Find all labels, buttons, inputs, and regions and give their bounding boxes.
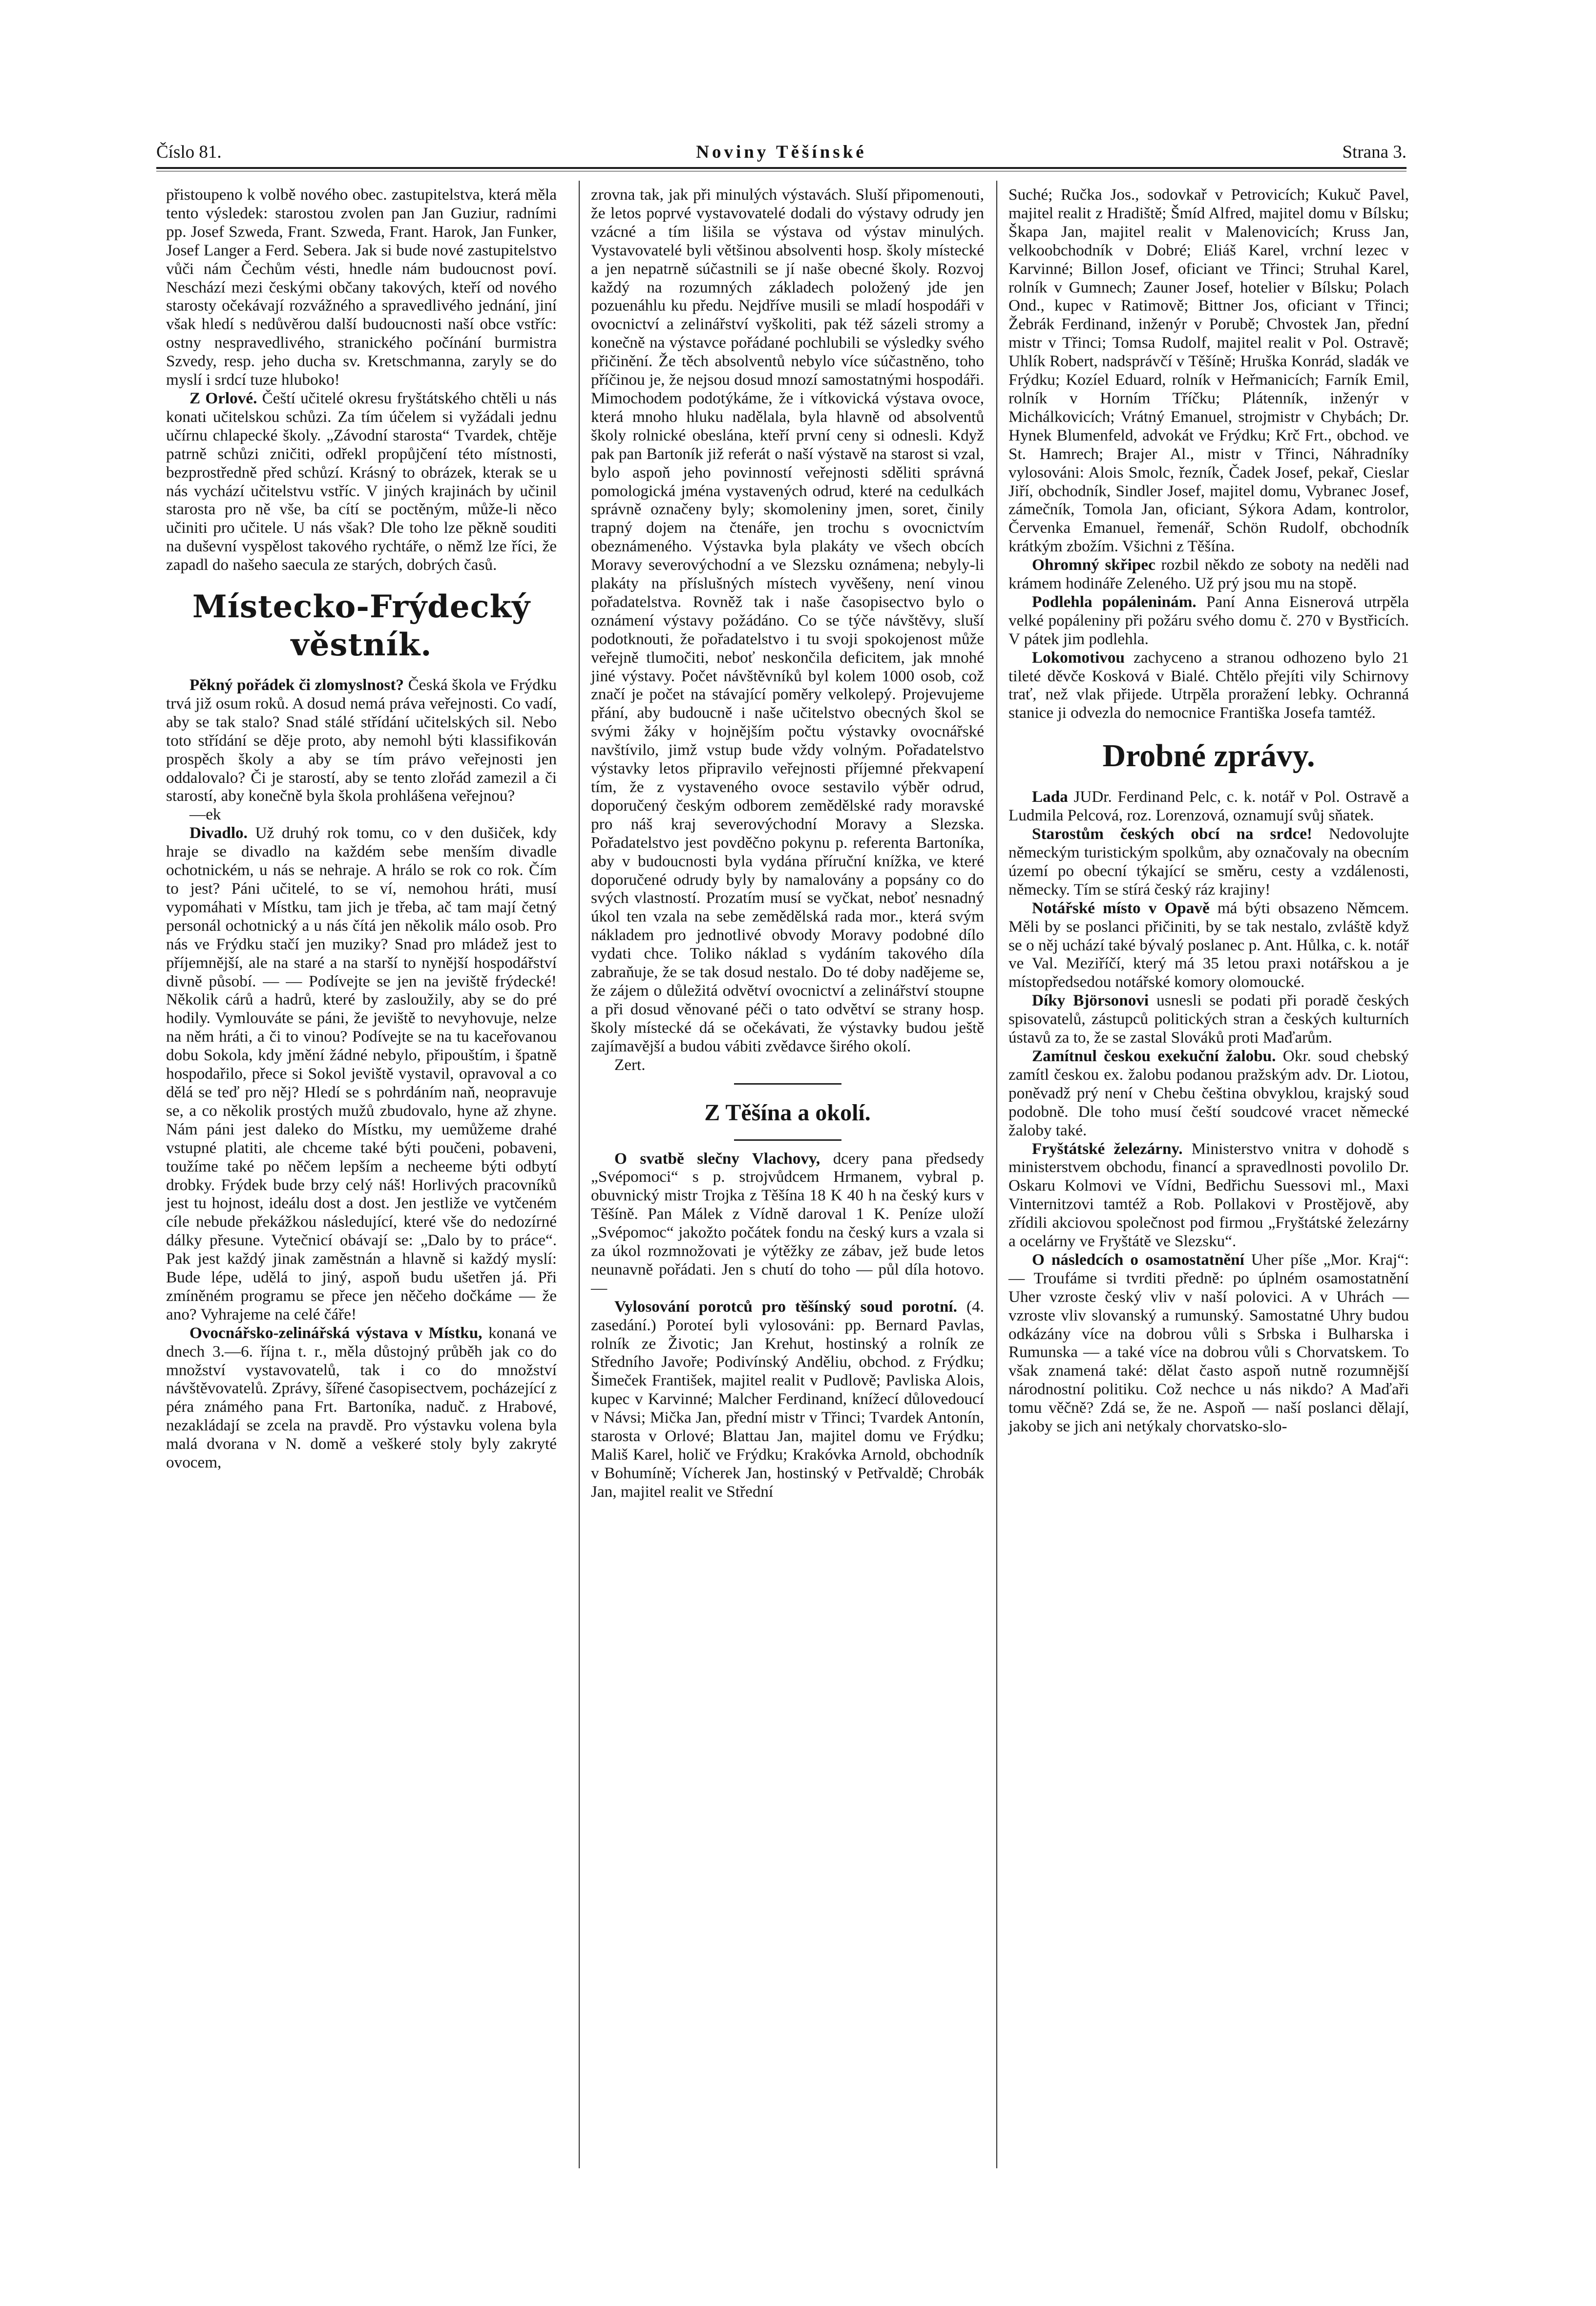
author-signature: Zert. <box>614 1055 646 1074</box>
article-paragraph <box>1008 649 1409 723</box>
author-signature: —ek <box>189 805 221 824</box>
article-paragraph: Suché; Ručka Jos., sodovkař v Petrovicích; Kukuč Pavel, majitel realit z Hradiště; Šmíd Alfred, majitel domu v Bílsku; Škapa Jan, majitel realit v Malenovicích; Kruss Jan, velkoobchodník v Dobré; Eliáš Karel, vrchní lezec v Karvinné; Billon Josef, oficiant ve Třinci; Struhal Karel, rolník v Gumnech; Zauner Josef, hotelier v Bílsku; Polach Ond., kupec v Ratimově; Bittner Jos, oficiant v Třinci; Žebrák Ferdinand, inženýr v Porubě; Chvostek Jan, přední mistr v Třinci; Tomsa Rudolf, majitel realit v Pol. Ostravě; Uhlík Robert, nadsprávčí v Těšíně; Hruška Konrád, sladák ve Frýdku; Kozíel Eduard, rolník v Heřmanicích; Farník Emil, rolník v Horním Tříčku; Plátenník, inženýr v Michálkovicích; Vrátný Emanuel, strojmistr v Chybách; Dr. Hynek Blumenfeld, advokát ve Frýdku; Krč Frt., obchod. ve St. Hamrech; Brajer Al., mistr v Třinci, Náhradníky vylosováni: Alois Smolc, řezník, Čadek Josef, pekař, Cieslar Jiří, obchodník, Sindler Josef, majitel domu, Vybranec Josef, zámečník, Tomola Jan, oficiant, Sýkora Adam, kontrolor, Červenka Emanuel, řemenář, Schön Rudolf, obchodník krátkým zbožím. Všichni z Těšína. <box>1008 186 1409 556</box>
section-title: Místecko-Frýdecký věstník. <box>192 588 531 664</box>
page-number: Strana 3. <box>1342 142 1407 162</box>
column-1 <box>166 186 557 1472</box>
article-text: rozbil někdo ze soboty na neděli nad krámem hodináře Zeleného. Už prý jsou mu na stopě. <box>1008 556 1409 593</box>
article-text: (4. zasedání.) Poroteí byli vylosováni: pp. Bernard Pavlas, rolník ze Životic; Jan Krehut, hostinský a rolník ze Středního Javoře; Podivínský Anděliu, obchod. z Frýdku; Šimeček František, majitel realit v Pudlově; Pavliska Alois, kupec v Karvinné; Malcher Ferdinand, knížecí důlovedoucí v Návsi; Mička Jan, přední mistr v Třinci; Tvardek Antonín, starosta v Orlové; Blattau Jan, majitel domu ve Frýdku; Mališ Karel, holič ve Frýdku; Krakóvka Arnold, obchodník v Bohumíně; Vícherek Jan, hostinský v Petřvaldě; Chrobák Jan, majitel realit ve Střední <box>591 1297 984 1501</box>
article-lead: O následcích o osamostatnění <box>1032 1250 1244 1269</box>
article-text: má býti obsazeno Němcem. Měli by se poslanci přičiniti, by se tak nestalo, zvláště když se o něj uchází také bývalý poslanec p. Ant. Hůlka, c. k. notář ve Val. Meziříčí, který má 35 letou praxi notářskou a je místopředsedou notářské komory olomoucké. <box>1008 899 1409 991</box>
article-paragraph <box>1008 1140 1409 1251</box>
article-lead: Z Orlové. <box>189 389 257 407</box>
article-paragraph <box>1008 991 1409 1047</box>
article-lead: Notářské místo v Opavě <box>1032 899 1210 917</box>
article-paragraph: zrovna tak, jak při minulých výstavách. Sluší připomenouti, že letos poprvé vystavovatelé dodali do výstavy odrudy jen vzácné a tím lišila se výstava od výstav minulých. Vystavovatelé byli většinou absolventi hosp. školy místecké a jen nepatrně súčastnili se jí naše obecné školy. Rozvoj každý na rozumných základech položený jde jen pozuenáhlu ku předu. Nejdříve musili se mladí hospodáři v ovocnictví a zelinářství vyškoliti, pak též sázeli stromy a konečně na výstavce pořádané pochlubili se výsledky svého přičinění. Že těch absolventů nebylo více súčastněno, toho příčinou je, že nejsou dosud mnozí samostatnými hospodáři. Mimochodem podotýkáme, že i vítkovická výstava ovoce, která mnoho hluku nadělala, byla hlavně od absolventů školy rolnické obeslána, kteří první ceny si odnesli. Když pak pan Bartoník již referát o naší výstavě na starost si vzal, bylo aspoň jeho povinností veřejnosti sděliti správná pomologická jména vystavených odrud, které na cedulkách správně označeny byly; skomoleniny jmen, soret, činily trapný dojem na čtenáře, jen trochu s ovocnictvím obeznámeného. Výstavka byla plakáty ve všech obcích Moravy severovýchodní a ve Slezsku oznámena; nebyly-li plakáty na příslušných místech vyvěšeny, není vinou pořadatelstva. Rovněž tak i naše časopisectvo bylo o oznámení výstavy požádáno. Co se týče návštěvy, sluší podotknouti, že pořadatelstvo i tu svoji spokojenost může veřejně tlumočiti, neboť neskončila deficitem, jak mnohé jiné výstavy. Počet návštěvníků byl kolem 1000 osob, což značí je počet na stávající poměry velkolepý. Projevujeme přání, aby budoucně i naše učitelstvo obecných škol se svými žáky v hojnějším počtu výstavky ovocnářské navštívilo, jimž vstup bude vždy volným. Pořadatelstvo výstavky letos připravilo veřejnosti příjemné překvapení tím, že z vystaveného ovoce sestavilo výběr odrud, doporučený českým odborem zemědělské rady moravské pro náš kraj severovýchodní Moravy a Slezska. Pořadatelstvo jest povděčno pokynu p. referenta Bartoníka, aby v budoucnosti byla vydána příruční knížka, ve které doporučené odrudy byly by namalovány a popsány co do svých vlastností. Prozatím musí se vyčkat, neboť nesnadný úkol ten vzala na sebe zemědělská rada mor., která svým nákladem pro jednotlivé obvody Moravy podobné dílo vydati chce. Toliko náklad s vydáním takového díla zabraňuje, že se tak dosud nestalo. Do té doby nadějeme se, že zájem o důležitá odvětví ovocnictví a zelinářství stoupne a při dosud věnované péči o tato odvětví se strany hosp. školy místecké dá se očekávati, že výstavky budou ještě zajímavější a budou vábiti zvědavce širého okolí. <box>591 186 984 1055</box>
article-text: JUDr. Ferdinand Pelc, c. k. notář v Pol. Ostravě a Ludmila Pelcová, roz. Lorenzová, oznamují svůj sňatek. <box>1008 788 1409 825</box>
article-lead: Pěkný pořádek či zlomyslnost? <box>189 676 404 694</box>
article-lead: Ohromný skřipec <box>1032 556 1155 574</box>
issue-number: Číslo 81. <box>156 142 222 162</box>
article-paragraph <box>1008 1047 1409 1140</box>
article-lead: Starostům českých obcí na srdce! <box>1032 825 1312 843</box>
article-paragraph <box>591 1298 984 1501</box>
article-paragraph <box>1008 1251 1409 1436</box>
column-divider <box>996 181 997 2168</box>
column-2 <box>591 186 984 1501</box>
column-3 <box>1008 186 1409 1436</box>
article-lead: O svatbě slečny Vlachovy, <box>614 1149 820 1168</box>
article-text: usnesli se podati při poradě českých spisovatelů, zástupců politických stran a českých kulturních ústavů za to, že se zastal Slováků proti Maďarům. <box>1008 991 1409 1047</box>
article-text: Česká škola ve Frýdku trvá již osum roků. A dosud nemá práva veřejnosti. Co vadí, aby se tak stalo? Snad stálé střídání učitelských sil. Nebo toto střídání se děje proto, aby nemohl býti klassifikován prospěch školy a aby se tím právo veřejnosti jen oddalovalo? Či je starostí, aby se tento zlořád zamezil a či starostí, aby konečně byla škola prohlášena veřejnou? <box>166 676 557 805</box>
section-title: Z Těšína a okolí. <box>704 1099 871 1126</box>
article-paragraph <box>1008 593 1409 649</box>
article-lead: Divadlo. <box>189 824 248 842</box>
article-lead: Lada <box>1032 788 1068 806</box>
article-lead: Vylosování porotců pro těšínský soud porotní. <box>614 1297 957 1316</box>
article-paragraph <box>1008 788 1409 825</box>
newspaper-title: Noviny Těšínské <box>696 142 867 162</box>
article-text: Paní Anna Eisnerová utrpěla velké popáleniny při požáru svého domu č. 270 v Bystřicích. V pátek jim podlehla. <box>1008 592 1409 648</box>
article-paragraph <box>166 389 557 574</box>
article-paragraph: přistoupeno k volbě nového obec. zastupitelstva, která měla tento výsledek: starostou zvolen pan Jan Guziur, radními pp. Josef Szweda, Frant. Szweda, Frant. Harok, Jan Funker, Josef Langer a Ferd. Sebera. Jak si bude nové zastupitelstvo vůči nám Čechům vésti, hnedle nám budoucnost poví. Neschází mezi českými občany takových, kteří od nového starosty očekávají rozvážného a spravedlivého jednání, jiní však hledí s nedůvěrou další budoucnosti naší obce vstříc: ostny nespravedlivého, stranického počínání burmistra Szvedy, resp. jeho ducha sv. Kretschmanna, zaryly se do myslí i srdcí tuze hluboko! <box>166 186 557 389</box>
article-text: Čeští učitelé okresu fryštátského chtěli u nás konati učitelskou schůzi. Za tím účelem si vyžádali jednu učírnu chlapecké školy. „Závodní starosta“ Tvardek, chtěje patrně schůzi zničiti, odřekl propůjčení této místnosti, bezprostředně před schůzí. Krásný to obrázek, kterak se u nás vychází učitelstvu vstříc. V jiných krajinách by učinil starosta pro ně vše, ba cítí se poctěným, může-li něco učiniti pro učitele. U nás však? Dle toho lze pěkně souditi na duševní vyspělost takového rychtáře, o němž lze říci, že zapadl do našeho saecula ze starých, dobrých časů. <box>166 389 557 574</box>
article-text: Nedovolujte německým turistickým spolkům, aby označovaly na obecním území po obecní týkající se směru, cesty a vzdálenosti, německy. Tím se stírá český ráz krajiny! <box>1008 825 1409 899</box>
article-text: Už druhý rok tomu, co v den dušiček, kdy hraje se divadlo na každém sebe menším divadle ochotnickém, u nás se nehraje. A hrálo se rok co rok. Čím to jest? Páni učitelé, to se ví, nemohou hráti, musí vypomáhati v Místku, tam jich je třeba, ač tam mají četný personál ochotnický a u nás čítá jen několik málo osob. Pro nás ve Frýdku stačí jen muziky? Snad pro mládež jest to příjemnější, ale na staré a na starší to nynější hospodářství divně působí. — — Podívejte se jen na jeviště frýdecké! Několik cárů a hadrů, které by zasloužily, aby se do pré hodily. Vymlouváte se páni, že jeviště to nevyhovuje, nelze na něm hráti, a či to vinou? Podívejte se na tu kaceřovanou dobu Sokola, kdy jmění žádné nebylo, připouštím, i špatně hospodařilo, přece si Sokol jeviště vystavil, opravoval a co dělá se teď pro něj? Hledí se s pohrdáním naň, neopravuje se, a co několik prostých mužů zbudovalo, hyne až zhyne. Nám páni jest daleko do Místku, my uemůžeme drahé vstupné platiti, ale chceme také býti poučeni, pobaveni, toužíme také po něčem lepším a necheeme býti odbytí drobky. Frýdek bude brzy celý náš! Horlivých pracovníků jest tu hojnost, ideálu dost a dost. Jen jestliže ve vytčeném cíle nebude překážkou následující, které vše do nedozírné dálky přesune. Vytečnicí obávají se: „Dalo by to práce“. Pak jest každý jinak zaměstnán a hlavně si každý myslí: Bude lépe, udělá to jiný, aspoň budu ušetřen já. Při zmíněném programu se přece jen něčeho dočkáme — že ano? Vyhrajeme na celé čáře! <box>166 824 557 1323</box>
article-lead: Zamítnul českou exekuční žalobu. <box>1032 1047 1276 1065</box>
article-text: Ministerstvo vnitra v dohodě s ministerstvem obchodu, financí a spravedlnosti povolilo Dr. Oskaru Kolmovi ve Vídni, Bedřichu Suessovi ml., Maxi Vinternitzovi tamtéž a Rob. Pollakovi v Prostějově, aby zřídili akciovou společnost pod firmou „Fryštátské železárny a ocelárny ve Fryštátě ve Slezsku“. <box>1008 1139 1409 1251</box>
article-lead: Díky Björsonovi <box>1032 991 1149 1010</box>
article-lead: Lokomotivou <box>1032 648 1125 667</box>
article-text: Okr. soud chebský zamítl českou ex. žalobu podanou pražským adv. Dr. Liotou, poněvadž prý není v Chebu čeština obvyklou, krajský soud podobně. Dle toho musí čeští soudcové vracet německé žaloby také. <box>1008 1047 1409 1139</box>
article-paragraph <box>166 1324 557 1472</box>
column-divider <box>579 181 580 2168</box>
article-paragraph <box>591 1150 984 1298</box>
article-text: dcery pana předsedy „Svépomoci“ s p. strojvůdcem Hrmanem, vybral p. obuvnický mistr Trojka z Těšína 18 K 40 h na český kurs v Těšíně. Pan Málek z Vídně daroval 1 K. Peníze uloží „Svépomoc“ jakožto počátek fondu na český kurs a vzala si za úkol rozmnožovati je výtěžky ze zábav, jež bude letos neunavně pořádati. Jen s chutí do toho — půl díla hotovo. — <box>591 1149 985 1297</box>
article-paragraph <box>166 824 557 1323</box>
article-paragraph <box>1008 825 1409 899</box>
article-text: Uher píše „Mor. Kraj“: — Troufáme si tvrditi předně: po úplném osamostatnění Uher vzroste český vliv v naší polovici. A v Uhrách — vzroste vliv slovanský a rumunský. Samostatné Uhry budou odkázány více na dobrou vůli s Srbska i Bulharska i Rumunska — a také více na dobrou vůli s Chorvatskem. To však znamená také: dělat často aspoň nutně rozumnější národnostní politiku. Což nechce u nás nikdo? A Maďaři tomu věčně? Zdá se, že ne. Aspoň — naší poslanci dělají, jakoby se jich ani netýkaly chorvatsko-slo- <box>1008 1250 1409 1436</box>
header-rule <box>156 167 1407 169</box>
section-title: Drobné zprávy. <box>1102 738 1315 774</box>
article-text: konaná ve dnech 3.—6. října t. r., měla důstojný průběh jak co do množství vystavovatelů, tak i co do množství návštěvovatelů. Zprávy, šířené časopisectvem, pocházející z péra známého pana Frt. Bartoníka, naduč. z Hrabové, nezakládají se zcela na pravdě. Pro výstavku volena byla malá dvorana v N. domě a veškeré stoly byly zakryté ovocem, <box>166 1323 557 1472</box>
page-header <box>156 141 1407 165</box>
article-lead: Podlehla popáleninám. <box>1032 592 1197 611</box>
article-text: zachyceno a stranou odhozeno bylo 21 tileté děvče Kosková v Bialé. Chtělo přejíti vily Schirnovy trať, než vlak přijede. Utrpěla proražení lebky. Ochranná stanice ji odvezla do nemocnice Františka Josefa tamtéž. <box>1008 648 1409 722</box>
section-rule <box>734 1083 841 1085</box>
article-paragraph <box>166 676 557 805</box>
article-paragraph <box>1008 899 1409 992</box>
section-rule <box>734 1139 841 1141</box>
article-lead: Fryštátské železárny. <box>1032 1139 1183 1158</box>
article-lead: Ovocnářsko-zelinářská výstava v Místku, <box>189 1323 483 1342</box>
article-paragraph <box>1008 556 1409 593</box>
